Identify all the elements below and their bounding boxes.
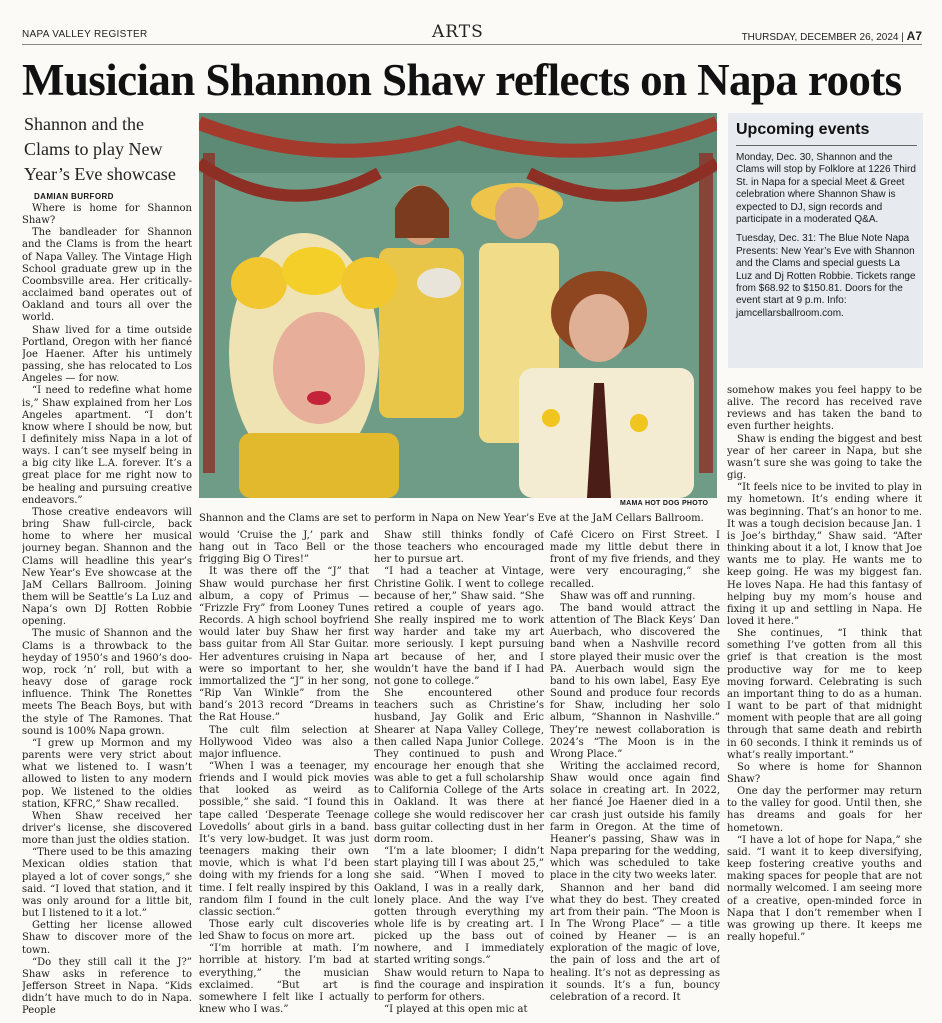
page-divider: | [901, 32, 907, 43]
header-rule [22, 44, 922, 45]
date-and-page [742, 29, 922, 43]
paragraph: She encountered other teachers such as Christine’s husband, Jay Golik and Eric Shearer at Napa Valley College, then called Napa Junior College. They continued to push and encourage her enough that she was able to get a full scholarship to California College of the Arts in Oakland. It was there at college she would rediscover her bass guitar collecting dust in her dorm room. [374, 688, 544, 845]
paragraph: “I have a lot of hope for Napa,” she said. “I want it to keep diversifying, keep fostering creative youths and making spaces for people that are not normally welcomed. I am seeing more of a creative, open-minded force in Napa that I don’t remember when I was growing up there. It keeps me really hopeful.” [727, 834, 922, 944]
event-item: Tuesday, Dec. 31: The Blue Note Napa Presents: New Year’s Eve with Shannon and the Clams and special guests La Luz and Dj Rotten Robbie. Tickets range from $68.92 to $150.81. Doors for the event start at 9 p.m. Info: jamcellarsballroom.com. [736, 233, 916, 319]
paragraph: The band would attract the attention of The Black Keys’ Dan Auerbach, who discovered the band when a Nashville record store played their music over the PA. Auerbach would sign the band to his own label, Easy Eye Sound and produce four records for Shaw, including her solo album, “Shannon in Nashville.” They’re newest collaboration is 2024’s “The Moon is in the Wrong Place.” [550, 602, 720, 760]
events-rule [736, 145, 917, 146]
paragraph: “It feels nice to be invited to play in my hometown. It’s ending where it was beginning. That’s an honor to me. It was a tough decision because Jan. 1 is Joe’s birthday,” Shaw said. “After thinking about it a lot, I know that Joe wants me to play. He wants me to keep going. He was my biggest fan. He loves Napa. He had this fantasy of helping buy my mom’s house and fixing it up and settling in Napa. He loved it here.” [727, 482, 922, 627]
paragraph: Shaw still thinks fondly of those teachers who encouraged her to pursue art. [374, 530, 544, 566]
upcoming-events-title: Upcoming events [736, 121, 870, 138]
paragraph: Shaw lived for a time outside Portland, Oregon with her fiancé Joe Haener. After his untimely passing, she has relocated to Los Angeles — for now. [22, 324, 192, 385]
paragraph: “There used to be this amazing Mexican oldies station that played a lot of cover songs,” she said. “I loved that station, and it was only around for a little bit, but I listened to it a lot.” [22, 847, 192, 920]
paragraph: One day the performer may return to the valley for good. Until then, she has dreams and goals for her hometown. [727, 786, 922, 834]
band-photo-illustration [199, 113, 717, 498]
paragraph: When Shaw received her driver’s license, she discovered more than just the oldies station. [22, 810, 192, 847]
byline: DAMIAN BURFORD [34, 192, 114, 201]
paragraph: Shaw would return to Napa to find the courage and inspiration to perform for others. [374, 967, 544, 1003]
article-deck: Shannon and the Clams to play New Year’s Eve showcase [24, 114, 176, 184]
paragraph: “I’m a late bloomer; I didn’t start playing till I was about 25,” she said. “When I moved to Oakland, I was in a really dark, lonely place. And the way I’ve gotten through everything my whole life is by creating art. I picked up the bass out of nowhere, and I immediately started writing songs.” [374, 846, 544, 967]
paragraph: Café Cicero on First Street. I made my little debut there in front of my five friends, and they were very encouraging,” she recalled. [550, 530, 720, 590]
paragraph: “Do they still call it the J?” Shaw asks in reference to Jefferson Street in Napa. “Kids didn’t have much to do in Napa. People [22, 956, 192, 1017]
paragraph: Where is home for Shannon Shaw? [22, 203, 192, 227]
event-item: Monday, Dec. 30, Shannon and the Clams will stop by Folklore at 1226 Third St. in Napa for a special Meet & Greet celebration where Shannon Shaw is expected to DJ, sign records and participate in a moderated Q&A. [736, 152, 916, 226]
newspaper-name: NAPA VALLEY REGISTER [22, 29, 148, 40]
paragraph: The music of Shannon and the Clams is a throwback to the heyday of 1950’s and 1960’s doo-wop, rock ’n’ roll, but with a heavy dose of garage rock influence. Think The Ronettes meets The Beach Boys, but with the style of The Ramones. That sound is 100% Napa grown. [22, 628, 192, 737]
paragraph: Shaw is ending the biggest and best year of her career in Napa, but she wasn’t sure she was going to take the gig. [727, 433, 922, 482]
article-column-3 [374, 530, 544, 1018]
paragraph: Those creative endeavors will bring Shaw full-circle, back home to where her musical journey began. Shannon and the Clams will headline this year’s New Year’s Eve showcase at the JaM Cellars Ballroom. Joining them will be Seattle’s La Luz and Napa’s own DJ Rotten Robbie opening. [22, 506, 192, 628]
photo-credit: MAMA HOT DOG PHOTO [620, 500, 709, 507]
paragraph: “When I was a teenager, my friends and I would pick movies that looked as weird as possible,” she said. “I found this tape called ‘Desperate Teenage Lovedolls’ about girls in a band. It’s very low-budget. It was just teenagers making their own movie, which is what I’d been doing with my friends for a long time. I felt really inspired by this random film I found in the cult classic section.” [199, 760, 369, 918]
paragraph: “I need to redefine what home is,” Shaw explained from her Los Angeles apartment. “I don’t know where I should be now, but I definitely miss Napa in a lot of ways. I can’t see myself being in a big city like L.A. forever. It’s a great place for me right now to be healing and pursuing creative endeavors.” [22, 385, 192, 506]
paragraph: Writing the acclaimed record, Shaw would once again find solace in creating art. In 2022, her fiancé Joe Haener died in a car crash just outside his family farm in Oregon. At the time of Heaner’s passing, Shaw was in Napa preparing for the wedding, which was scheduled to take place in the city two weeks later. [550, 760, 720, 882]
article-column-1 [22, 203, 192, 1018]
paragraph: “I had a teacher at Vintage, Christine Golik. I went to college because of her,” Shaw said. “She retired a couple of years ago. She really inspired me to work way harder and take my art more seriously. I kept pursuing art because of her, and I wouldn’t have the band if I had not gone to college.” [374, 566, 544, 687]
paragraph: So where is home for Shannon Shaw? [727, 761, 922, 785]
paragraph: The bandleader for Shannon and the Clams is from the heart of Napa Valley. The Vintage High School graduate grew up in the Coombsville area. Her critically-acclaimed band operates out of Oakland and tours all over the world. [22, 227, 192, 324]
paragraph: Getting her license allowed Shaw to discover more of the town. [22, 920, 192, 956]
paragraph: somehow makes you feel happy to be alive. The record has received rave reviews and has taken the band to even further heights. [727, 385, 922, 433]
paragraph: “I played at this open mic at [384, 1004, 528, 1016]
paragraph: It was there off the “J” that Shaw would purchase her first album, a copy of Primus — “Frizzle Fry” from Looney Tunes Records. A high school boyfriend would later buy Shaw her first bass guitar from All Star Guitar. Her adventures cruising in Napa were so important to her, she immortalized the “J” in her song, “Rip Van Winkle” from the band’s 2013 record “Dreams in the Rat House.” [199, 566, 369, 724]
photo-caption: Shannon and the Clams are set to perform in Napa on New Year’s Eve at the JaM Cellars Ballroom. [199, 513, 704, 524]
band-photo [199, 113, 717, 498]
page-number: A7 [906, 29, 922, 43]
article-headline: Musician Shannon Shaw reflects on Napa roots [22, 55, 902, 105]
article-column-5 [727, 385, 922, 1018]
section-name: ARTS [432, 22, 484, 42]
paragraph: “I grew up Mormon and my parents were very strict about what we listened to. I wasn’t allowed to listen to any modern pop. We listened to the oldies station, KFRC,” Shaw recalled. [22, 737, 192, 810]
article-column-4 [550, 530, 720, 1018]
paragraph: “I’m horrible at math. I’m horrible at history. I’m bad at everything,” the musician exclaimed. “But art is somewhere I felt like I actually knew who I was.” [199, 943, 369, 1016]
paragraph: The cult film selection at Hollywood Video was also a major influence. [199, 724, 369, 760]
page-header [22, 24, 922, 42]
paragraph: would ‘Cruise the J,’ park and hang out in Taco Bell or the frigging Big O Tires!” [199, 530, 369, 566]
paragraph: She continues, “I think that something I’ve gotten from all this grief is that creation is the most productive way for me to keep moving forward. Celebrating is such an important thing to do as a human. I want to be part of that midnight moment with people that are all going through that same death and rebirth in 60 seconds. I think it reminds us of what’s really important.” [727, 628, 922, 761]
upcoming-events-box [728, 113, 923, 368]
issue-date: THURSDAY, DECEMBER 26, 2024 [741, 32, 899, 43]
paragraph: Those early cult discoveries led Shaw to focus on more art. [199, 919, 369, 943]
paragraph: Shannon and her band did what they do best. They created art from their pain. “The Moon is In The Wrong Place” — a title coined by Heaner — is an exploration of the magic of love, the pain of loss and the art of healing. It’s not as depressing as it sounds. It’s a fun, bouncy celebration of a record. It [550, 882, 720, 1003]
paragraph: Shaw was off and running. [560, 590, 696, 602]
article-column-2 [199, 530, 369, 1018]
